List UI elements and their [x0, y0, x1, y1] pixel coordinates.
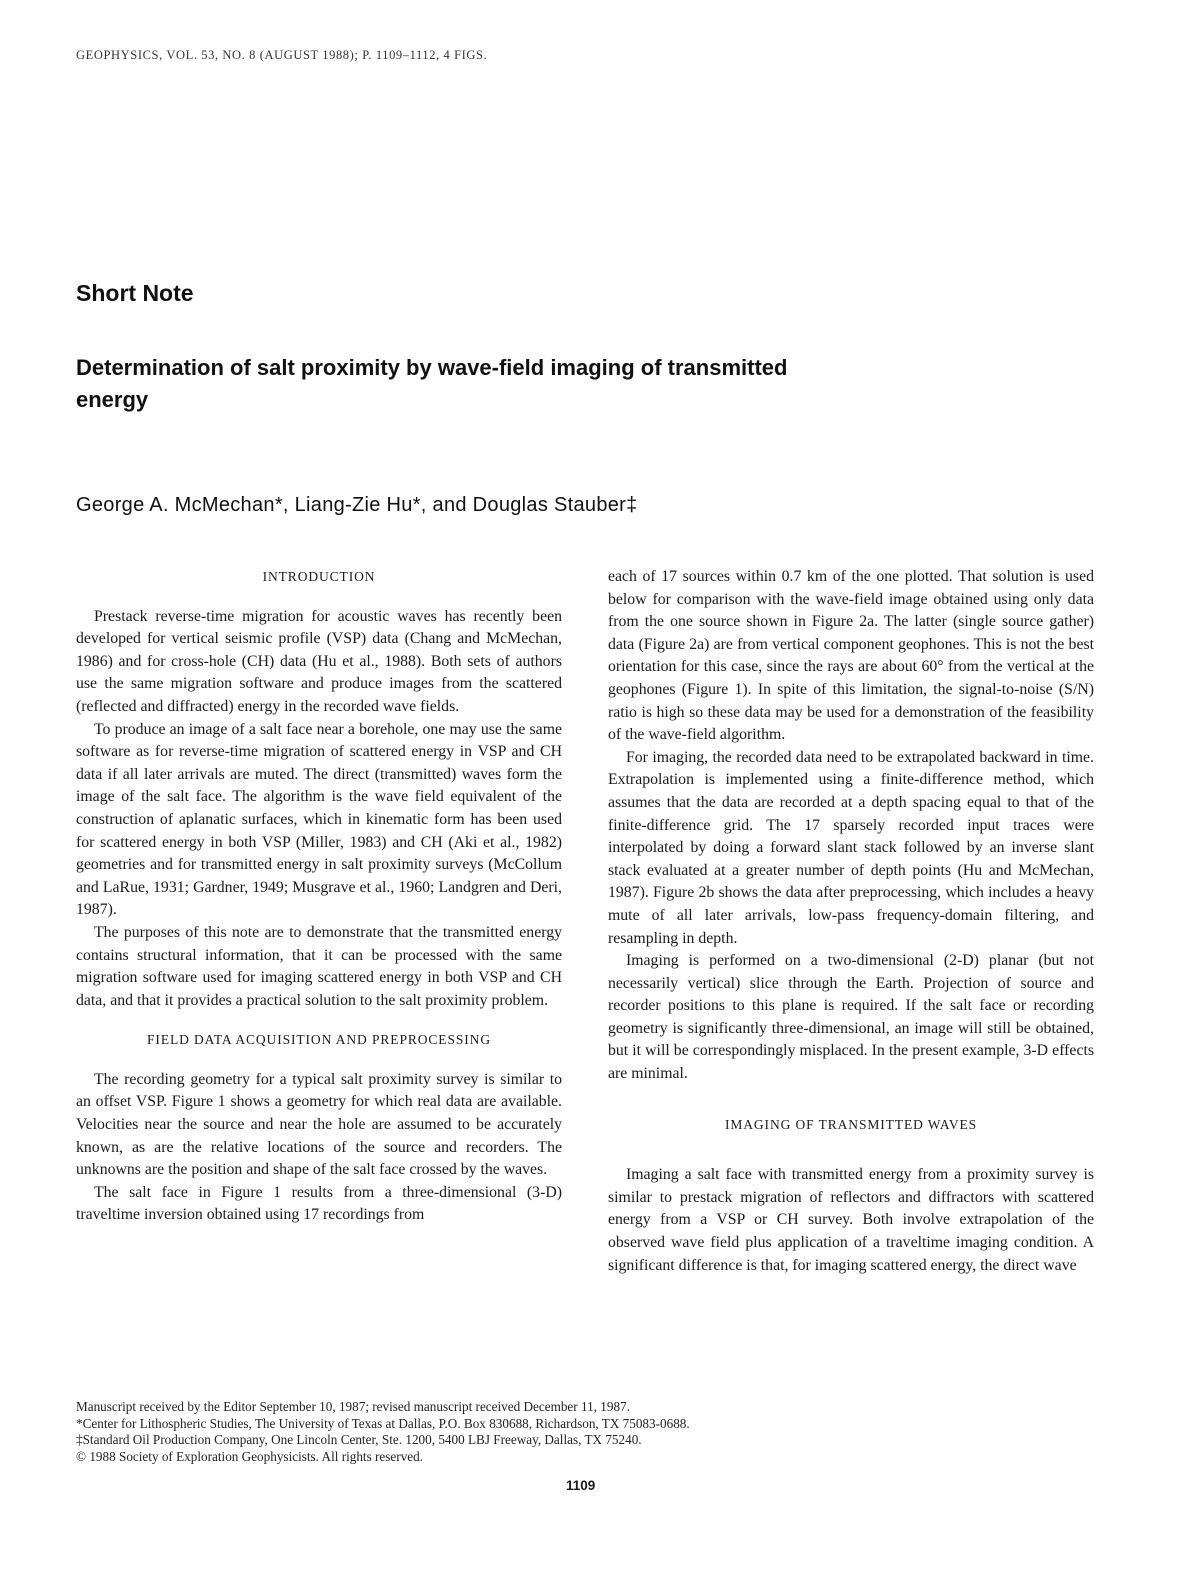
imaging-paragraph-3: Imaging a salt face with transmitted energy from a proximity survey is similar to prestack migration of reflectors and diffractors with scattered energy from a VSP or CH survey. Both involve extrapolation of the observed wave field plus application of a traveltime imaging condition. A significant difference is that, for imaging scattered energy, the direct wave: [608, 1166, 1094, 1274]
page-number: 1109: [566, 1478, 596, 1493]
footnote-copyright: © 1988 Society of Exploration Geophysicists. All rights reserved.: [76, 1448, 423, 1464]
imaging-paragraph-1: For imaging, the recorded data need to be extrapolated backward in time. Extrapolation is implemented using a finite-difference method, which assumes that the data are recorded at a depth spacing equal to that of the finite-difference grid. The 17 sparsely recorded input traces were interpolated by doing a forward slant stack followed by an inverse slant stack evaluated at a greater number of depth points (Hu and McMechan, 1987). Figure 2b shows the data after preprocessing, which includes a heavy mute of all later arrivals, low-pass frequency-domain filtering, and resampling in depth.: [608, 748, 1094, 947]
imaging-paragraph-2: Imaging is performed on a two-dimensional (2-D) planar (but not necessarily vertical) slice through the Earth. Projection of source and recorder positions to this plane is required. If the salt face or recording geometry is significantly three-dimensional, an image will still be obtained, but it will be correspondingly misplaced. In the present example, 3-D effects are minimal.: [608, 952, 1094, 1083]
field-paragraph-1: The recording geometry for a typical salt proximity survey is similar to an offset VSP. Figure 1 shows a geometry for which real data are available. Velocities near the source and near the hole are assumed to be accurately known, as are the relative locations of the source and recorders. The unknowns are the position and shape of the salt face crossed by the waves.: [76, 1070, 562, 1179]
footnote-received: Manuscript received by the Editor September 10, 1987; revised manuscript received December 11, 1987.: [76, 1399, 630, 1414]
field-paragraph-2: The salt face in Figure 1 results from a three-dimensional (3-D) traveltime inversion obtained using 17 recordings from: [76, 1183, 562, 1224]
footnote-affiliation-1: *Center for Lithospheric Studies, The University of Texas at Dallas, P.O. Box 830688, Richardson, TX 75083-0688.: [76, 1415, 690, 1431]
intro-paragraph-2: To produce an image of a salt face near a borehole, one may use the same software as for reverse-time migration of scattered energy in VSP and CH data if all later arrivals are muted. The direct (transmitted) waves form the image of the salt face. The algorithm is the wave field equivalent of the construction of aplanatic surfaces, which in kinematic form has been used for scattered energy in both VSP (Miller, 1983) and CH (Aki et al., 1982) geometries and for transmitted energy in salt proximity surveys (McCollum and LaRue, 1931; Gardner, 1949; Musgrave et al., 1960; Landgren and Deri, 1987).: [76, 720, 562, 919]
footnote-affiliation-2: ‡Standard Oil Production Company, One Lincoln Center, Ste. 1200, 5400 LBJ Freeway, Dallas, TX 75240.: [76, 1432, 642, 1447]
intro-paragraph-1: Prestack reverse-time migration for acoustic waves has recently been developed for vertical seismic profile (VSP) data (Chang and McMechan, 1986) and for cross-hole (CH) data (Hu et al., 1988). Both sets of authors use the same migration software and produce images from the scattered (reflected and diffracted) energy in the recorded wave fields.: [76, 607, 562, 715]
imaging-heading: IMAGING OF TRANSMITTED WAVES: [724, 1116, 978, 1132]
section-label: Short Note: [76, 280, 194, 306]
author-list: George A. McMechan*, Liang-Zie Hu*, and Douglas Stauber‡: [76, 494, 638, 516]
footnotes: [76, 1399, 976, 1465]
right-column: [608, 566, 1094, 1277]
left-column: [76, 566, 562, 1227]
continued-paragraph: each of 17 sources within 0.7 km of the one plotted. That solution is used below for comparison with the wave-field image obtained using only data from the one source shown in Figure 2a. The latter (single source gather) data (Figure 2a) are from vertical component geophones. This is not the best orientation for this case, since the rays are about 60° from the vertical at the geophones (Figure 1). In spite of this limitation, the signal-to-noise (S/N) ratio is high so these data may be used for a demonstration of the feasibility of the wave-field algorithm.: [608, 568, 1094, 744]
running-head: GEOPHYSICS, VOL. 53, NO. 8 (AUGUST 1988); P. 1109–1112, 4 FIGS.: [76, 48, 488, 62]
field-data-heading: FIELD DATA ACQUISITION AND PREPROCESSING: [147, 1032, 491, 1048]
introduction-heading: INTRODUCTION: [262, 569, 376, 584]
intro-paragraph-3: The purposes of this note are to demonstrate that the transmitted energy contains structural information, that it can be processed with the same migration software used for imaging scattered energy in both VSP and CH data, and that it provides a practical solution to the salt proximity problem.: [76, 923, 562, 1009]
paper-title: Determination of salt proximity by wave-field imaging of transmitted energy: [76, 355, 788, 412]
